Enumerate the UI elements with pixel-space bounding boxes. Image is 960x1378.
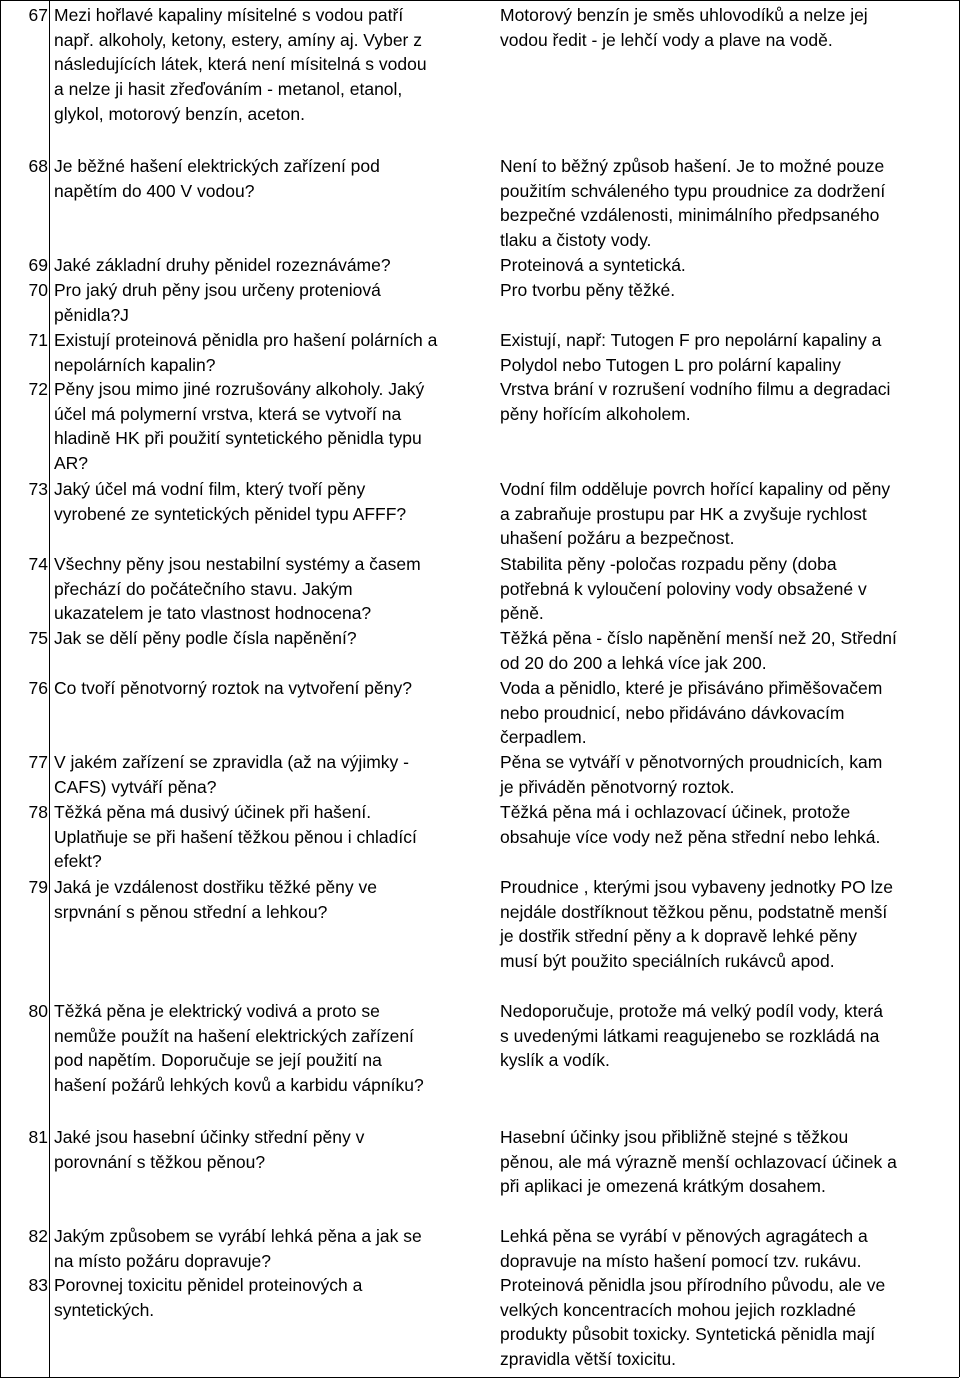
question-number: 69 [28, 255, 48, 275]
question-text: Jak se dělí pěny podle čísla napěnění? [54, 628, 357, 648]
question-text: Jaké základní druhy pěnidel rozeznáváme? [54, 255, 391, 275]
question-number: 82 [28, 1226, 48, 1246]
answer-text: Nedoporučuje, protože má velký podíl vody, která s uvedenými látkami reagujenebo se rozkládá na kyslík a vodík. [500, 1001, 883, 1071]
question-number: 73 [28, 479, 48, 499]
question-text: Jaké jsou hasební účinky střední pěny v porovnání s těžkou pěnou? [54, 1127, 365, 1172]
question-number: 76 [28, 678, 48, 698]
answer-text: Pro tvorbu pěny těžké. [500, 280, 676, 300]
answer-text: Vrstva brání v rozrušení vodního filmu a degradaci pěny hořícím alkoholem. [500, 379, 891, 424]
question-number: 80 [28, 1001, 48, 1021]
answer-text: Voda a pěnidlo, které je přisáváno přimĕšovačem nebo proudnicí, nebo přidáváno dávkovacím čerpadlem. [500, 678, 883, 748]
answer-text: Lehká pěna se vyrábí v pěnových agragátech a dopravuje na místo hašení pomocí tzv. rukávu. [500, 1226, 868, 1271]
question-number: 74 [28, 554, 48, 574]
question-number: 81 [28, 1127, 48, 1147]
answer-text: Pěna se vytváří v pěnotvorných proudnicích, kam je přiváděn pěnotvorný roztok. [500, 752, 883, 797]
question-text: Všechny pěny jsou nestabilní systémy a časem přechází do počátečního stavu. Jakým ukazatelem je tato vlastnost hodnocena? [54, 554, 421, 624]
question-text: Jaký účel má vodní film, který tvoří pěny vyrobené ze syntetických pěnidel typu AFFF? [54, 479, 407, 524]
question-text: Jaká je vzdálenost dostřiku těžké pěny ve srpvnání s pěnou střední a lehkou? [54, 877, 377, 922]
question-number: 77 [28, 752, 48, 772]
question-text: Co tvoří pěnotvorný roztok na vytvoření pěny? [54, 678, 412, 698]
question-number: 71 [28, 330, 48, 350]
answer-text: Proudnice , kterými jsou vybaveny jednotky PO lze nejdále dostříknout těžkou pěnu, podstatně menší je dostřik střední pěny a k dopravě lehké pěny musí být použito speciálních rukávců apod. [500, 877, 893, 972]
question-text: Mezi hořlavé kapaliny mísitelné s vodou patří např. alkoholy, ketony, estery, amíny aj. Vyber z následujících látek, která není mísitelná s vodou a nelze ji hasit zřeďováním - metanol, etanol, glykol, motorový benzín, aceton. [54, 5, 427, 124]
answer-text: Těžká pěna má i ochlazovací účinek, protože obsahuje více vody než pěna střední nebo lehká. [500, 802, 881, 847]
question-text: Jakým způsobem se vyrábí lehká pěna a jak se na místo požáru dopravuje? [54, 1226, 422, 1271]
question-text: Pěny jsou mimo jiné rozrušovány alkoholy. Jaký účel má polymerní vrstva, která se vytvoří na hladině HK při použití syntetického pěnidla typu AR? [54, 379, 425, 474]
question-number: 67 [28, 5, 48, 25]
question-text: Je běžné hašení elektrických zařízení pod napětím do 400 V vodou? [54, 156, 380, 201]
question-text: Porovnej toxicitu pěnidel proteinových a syntetických. [54, 1275, 363, 1320]
answer-text: Není to běžný způsob hašení. Je to možné pouze použitím schváleného typu proudnice za dodržení bezpečné vzdálenosti, minimálního předpsaného tlaku a čistoty vody. [500, 156, 886, 251]
answer-text: Stabilita pěny -poločas rozpadu pěny (doba potřebná k vyloučení poloviny vody obsažené v pěně. [500, 554, 867, 624]
question-text: Těžká pěna je elektrický vodivá a proto se nemůže použít na hašení elektrických zařízení pod napětím. Doporučuje se její použití na hašení požárů lehkých kovů a karbidu vápníku? [54, 1001, 424, 1096]
number-column-divider [49, 0, 50, 1377]
question-number: 78 [28, 802, 48, 822]
answer-text: Hasební účinky jsou přibližně stejné s těžkou pěnou, ale má výrazně menší ochlazovací účinek a při aplikaci je omezená krátkým dosahem. [500, 1127, 897, 1197]
question-number: 83 [28, 1275, 48, 1295]
question-number: 72 [28, 379, 48, 399]
question-text: Těžká pěna má dusivý účinek při hašení. Uplatňuje se při hašení těžkou pěnou i chladící efekt? [54, 802, 417, 872]
answer-text: Vodní film odděluje povrch hořící kapaliny od pěny a zabraňuje prostupu par HK a zvyšuje rychlost uhašení požáru a bezpečnost. [500, 479, 891, 549]
answer-text: Těžká pěna - číslo napěnění menší než 20, Střední od 20 do 200 a lehká více jak 200. [500, 628, 897, 673]
answer-text: Motorový benzín je směs uhlovodíků a nelze jej vodou ředit - je lehčí vody a plave na vodě. [500, 5, 868, 50]
row-divider [0, 0, 959, 1]
question-number: 75 [28, 628, 48, 648]
answer-text: Proteinová pěnidla jsou přírodního původu, ale ve velkých koncentracích mohou jejich rozkladné produkty působit toxicky. Syntetická pěnidla mají zpravidla větší toxicitu. [500, 1275, 886, 1370]
question-number: 79 [28, 877, 48, 897]
answer-text: Proteinová a syntetická. [500, 255, 686, 275]
question-text: V jakém zařízení se zpravidla (až na výjimky - CAFS) vytváří pěna? [54, 752, 409, 797]
question-number: 70 [28, 280, 48, 300]
question-text: Existují proteinová pěnidla pro hašení polárních a nepolárních kapalin? [54, 330, 438, 375]
question-text: Pro jaký druh pěny jsou určeny proteniová pěnidla?J [54, 280, 381, 325]
question-number: 68 [28, 156, 48, 176]
answer-text: Existují, např: Tutogen F pro nepolární kapaliny a Polydol nebo Tutogen L pro polární kapaliny [500, 330, 882, 375]
